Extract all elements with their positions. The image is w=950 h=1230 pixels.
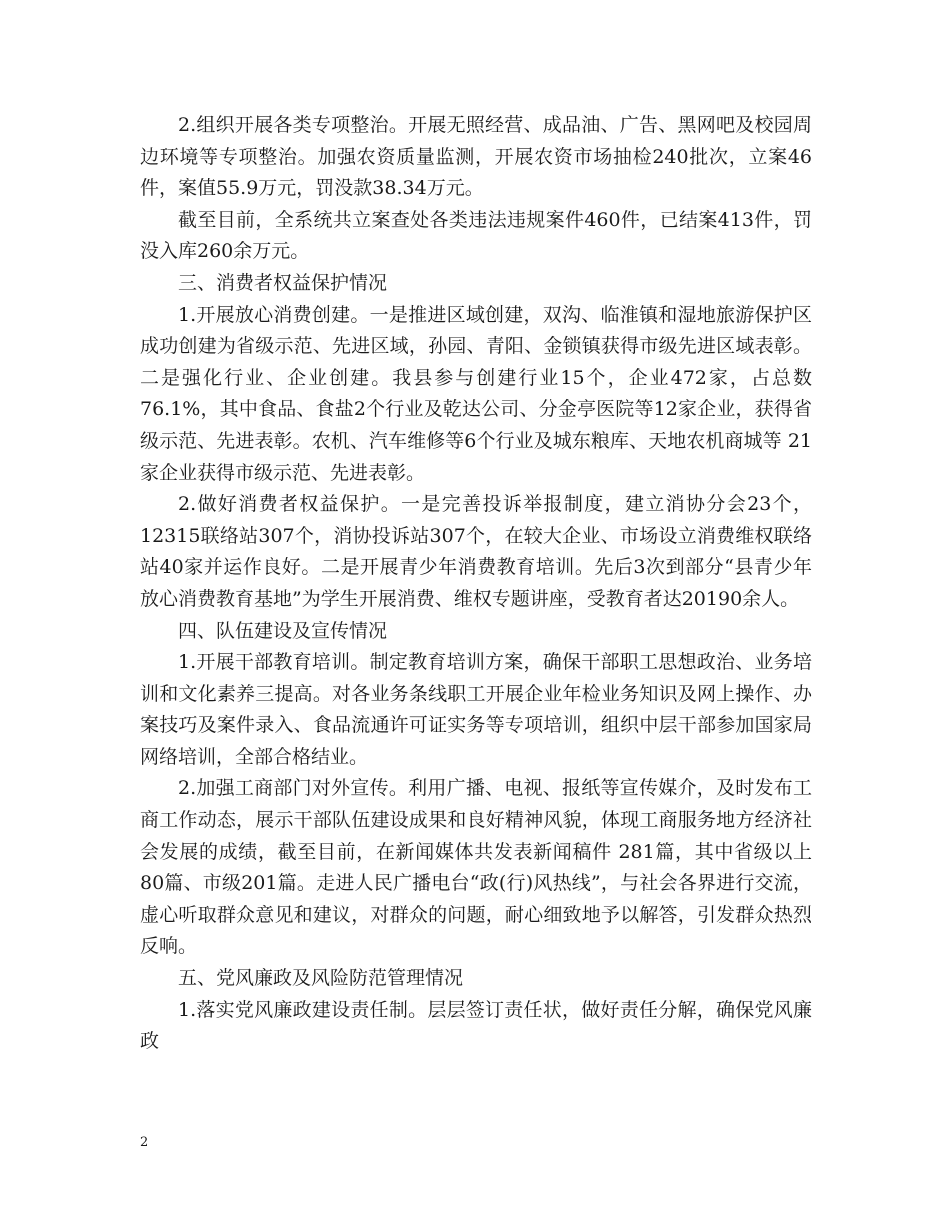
paragraph-safe-consumption: 1.开展放心消费创建。一是推进区域创建，双沟、临淮镇和湿地旅游保护区成功创建为省级示范、先进区域，孙园、青阳、金锁镇获得市级先进区域表彰。二是强化行业、企业创建。我县参与创建行业15个，企业472家，占总数 76.1%，其中食品、食盐2个行业及乾达公司、分金亭医院等12家企业，获得省级示范、先进表彰。农机、汽车维修等6个行业及城东粮库、天地农机商城等 21家企业获得市级示范、先进表彰。 — [140, 303, 812, 484]
paragraph-cadre-training: 1.开展干部教育培训。制定教育培训方案，确保干部职工思想政治、业务培训和文化素养三提高。对各业务条线职工开展企业年检业务知识及网上操作、办案技巧及案件录入、食品流通许可证实务等专项培训，组织中层干部参加国家局网络培训，全部合格结业。 — [140, 651, 812, 768]
paragraph-case-summary: 截至目前，全系统共立案查处各类违法违规案件460件，已结案413件，罚没入库260余万元。 — [140, 208, 812, 263]
paragraph-consumer-protection: 2.做好消费者权益保护。一是完善投诉举报制度，建立消协分会23个，12315联络站307个，消协投诉站307个，在较大企业、市场设立消费维权联络站40家并运作良好。二是开展青少年消费教育培训。先后3次到部分“县青少年放心消费教育基地”为学生开展消费、维权专题讲座，受教育者达20190余人。 — [140, 493, 812, 610]
section-heading-integrity: 五、党风廉政及风险防范管理情况 — [178, 967, 464, 990]
section-heading-consumer-rights: 三、消费者权益保护情况 — [178, 271, 388, 294]
section-heading-team-building: 四、队伍建设及宣传情况 — [178, 619, 388, 642]
document-body — [140, 110, 812, 1058]
paragraph-publicity: 2.加强工商部门对外宣传。利用广播、电视、报纸等宣传媒介，及时发布工商工作动态，展示干部队伍建设成果和良好精神风貌，体现工商服务地方经济社会发展的成绩，截至目前，在新闻媒体共发表新闻稿件 281篇，其中省级以上80篇、市级201篇。走进人民广播电台“政(行)风热线”，与社会各界进行交流，虚心听取群众意见和建议，对群众的问题，耐心细致地予以解答，引发群众热烈反响。 — [140, 777, 812, 958]
paragraph-responsibility-system: 1.落实党风廉政建设责任制。层层签订责任状，做好责任分解，确保党风廉政 — [140, 998, 812, 1053]
page-number: 2 — [140, 1135, 149, 1150]
paragraph-special-rectification: 2.组织开展各类专项整治。开展无照经营、成品油、广告、黑网吧及校园周边环境等专项整治。加强农资质量监测，开展农资市场抽检240批次，立案46件，案值55.9万元，罚没款38.34万元。 — [140, 114, 812, 200]
